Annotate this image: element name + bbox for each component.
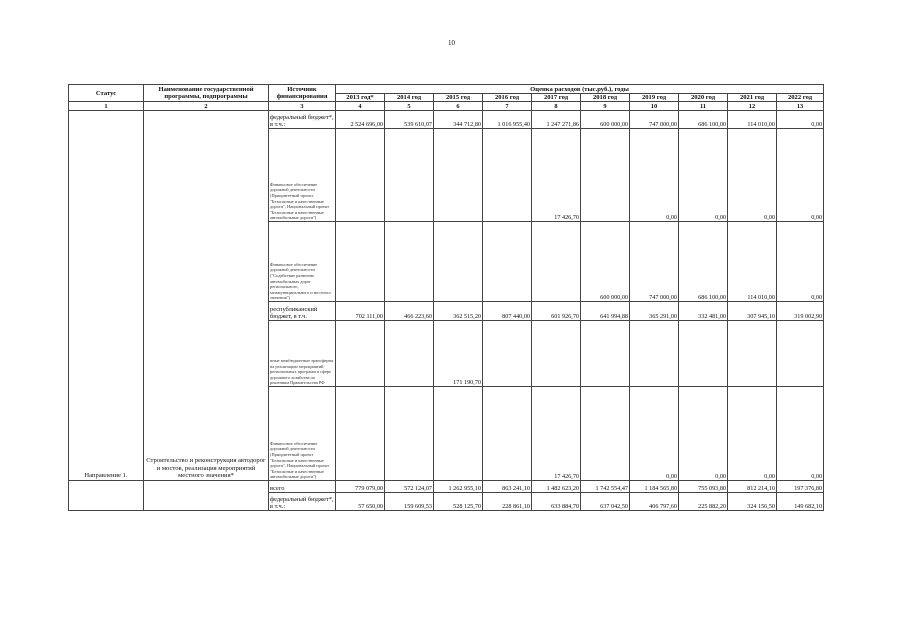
header-year: 2018 год (581, 94, 630, 102)
value-cell (385, 129, 434, 222)
column-numbers-row (69, 102, 824, 111)
page-number: 10 (448, 39, 455, 47)
column-number: 7 (483, 102, 532, 111)
column-number: 5 (385, 102, 434, 111)
header-year: 2020 год (679, 94, 728, 102)
source-cell: Финансовое обеспечение дорожной деятельности (Приоритетный проект "Безопасные и качественные дороги", Национальный проект "Безопасные и качественные автомобильные дороги") (269, 129, 336, 222)
source-cell: федеральный бюджет*, в т.ч.: (269, 111, 336, 129)
column-number: 8 (532, 102, 581, 111)
value-cell (581, 129, 630, 222)
value-cell: 600 000,00 (581, 222, 630, 302)
value-cell (483, 129, 532, 222)
source-cell: Финансовое обеспечение дорожной деятельности (Приоритетный проект "Безопасные и качественные дороги", Национальный проект "Безопасные и качественные автомобильные дороги") (269, 387, 336, 481)
value-cell: 17 426,70 (532, 129, 581, 222)
value-cell: 633 884,70 (532, 493, 581, 511)
value-cell (434, 129, 483, 222)
value-cell (385, 321, 434, 387)
value-cell: 406 797,60 (630, 493, 679, 511)
source-cell: всего (269, 481, 336, 493)
value-cell (581, 387, 630, 481)
column-number: 3 (269, 102, 336, 111)
value-cell (532, 321, 581, 387)
value-cell (434, 222, 483, 302)
value-cell: 324 156,50 (728, 493, 777, 511)
value-cell: 747 000,00 (630, 111, 679, 129)
column-number: 4 (336, 102, 385, 111)
value-cell (336, 222, 385, 302)
value-cell: 0,00 (679, 387, 728, 481)
value-cell: 1 482 623,20 (532, 481, 581, 493)
source-cell: федеральный бюджет*, в т.ч.: (269, 493, 336, 511)
value-cell: 159 609,53 (385, 493, 434, 511)
value-cell: 539 610,07 (385, 111, 434, 129)
table-row (69, 481, 824, 493)
header-year: 2015 год (434, 94, 483, 102)
value-cell: 0,00 (728, 129, 777, 222)
header-year: 2021 год (728, 94, 777, 102)
column-number: 12 (728, 102, 777, 111)
header-year: 2013 год* (336, 94, 385, 102)
value-cell: 197 376,80 (777, 481, 824, 493)
value-cell: 319 002,90 (777, 302, 824, 321)
value-cell: 0,00 (777, 129, 824, 222)
value-cell: 466 223,60 (385, 302, 434, 321)
value-cell (434, 387, 483, 481)
value-cell: 114 010,00 (728, 111, 777, 129)
value-cell: 1 262 955,10 (434, 481, 483, 493)
source-cell: иные межбюджетные трансферты на реализацию мероприятий региональных программ в сфере дорожного хозяйства по решениям Правительства РФ (269, 321, 336, 387)
value-cell: 228 861,10 (483, 493, 532, 511)
value-cell: 637 042,50 (581, 493, 630, 511)
source-cell: Финансовое обеспечение дорожной деятельности ("Содействие развитию автомобильных дорог регионального, межмуниципального и местного значения") (269, 222, 336, 302)
value-cell (679, 321, 728, 387)
value-cell: 641 994,88 (581, 302, 630, 321)
value-cell: 812 214,10 (728, 481, 777, 493)
program-name-cell: Строительство и реконструкция автодорог и мостов, реализация мероприятий местного значения* (144, 111, 269, 481)
column-number: 6 (434, 102, 483, 111)
value-cell (336, 387, 385, 481)
value-cell: 114 010,00 (728, 222, 777, 302)
value-cell: 57 650,00 (336, 493, 385, 511)
header-source: Источник финансирования (269, 85, 336, 102)
header-program-name: Наименование государственной программы, подпрограммы (144, 85, 269, 102)
header-year: 2014 год (385, 94, 434, 102)
value-cell: 779 079,00 (336, 481, 385, 493)
value-cell (336, 321, 385, 387)
value-cell: 0,00 (777, 387, 824, 481)
header-year: 2016 год (483, 94, 532, 102)
program-name-cell (144, 481, 269, 511)
value-cell (385, 387, 434, 481)
value-cell (581, 321, 630, 387)
value-cell: 307 945,10 (728, 302, 777, 321)
column-number: 11 (679, 102, 728, 111)
source-cell: республиканский бюджет, в т.ч. (269, 302, 336, 321)
budget-table (68, 84, 824, 511)
value-cell: 0,00 (630, 387, 679, 481)
value-cell: 0,00 (777, 111, 824, 129)
value-cell: 2 524 696,00 (336, 111, 385, 129)
value-cell: 225 882,20 (679, 493, 728, 511)
value-cell: 686 100,00 (679, 222, 728, 302)
value-cell: 1 247 271,86 (532, 111, 581, 129)
value-cell: 344 712,80 (434, 111, 483, 129)
value-cell: 528 125,70 (434, 493, 483, 511)
value-cell (532, 222, 581, 302)
value-cell: 17 426,70 (532, 387, 581, 481)
value-cell: 149 682,10 (777, 493, 824, 511)
value-cell: 0,00 (679, 129, 728, 222)
value-cell: 686 100,00 (679, 111, 728, 129)
value-cell: 1 184 565,80 (630, 481, 679, 493)
value-cell: 365 291,00 (630, 302, 679, 321)
value-cell: 600 000,00 (581, 111, 630, 129)
header-status: Статус (69, 85, 144, 102)
value-cell: 0,00 (777, 222, 824, 302)
value-cell: 572 124,07 (385, 481, 434, 493)
value-cell (630, 321, 679, 387)
header-year: 2019 год (630, 94, 679, 102)
value-cell: 0,00 (728, 387, 777, 481)
value-cell: 362 515,20 (434, 302, 483, 321)
value-cell (728, 321, 777, 387)
header-year: 2022 год (777, 94, 824, 102)
value-cell: 807 440,00 (483, 302, 532, 321)
value-cell (483, 222, 532, 302)
value-cell: 702 111,00 (336, 302, 385, 321)
value-cell (385, 222, 434, 302)
column-number: 10 (630, 102, 679, 111)
header-year: 2017 год (532, 94, 581, 102)
value-cell: 171 190,70 (434, 321, 483, 387)
value-cell: 601 926,70 (532, 302, 581, 321)
value-cell (483, 387, 532, 481)
value-cell: 332 481,00 (679, 302, 728, 321)
value-cell (336, 129, 385, 222)
value-cell: 755 093,80 (679, 481, 728, 493)
column-number: 1 (69, 102, 144, 111)
value-cell (483, 321, 532, 387)
header-estimate: Оценка расходов (тыс.руб.), годы (336, 85, 824, 94)
table-row (69, 111, 824, 129)
column-number: 2 (144, 102, 269, 111)
value-cell: 1 742 554,47 (581, 481, 630, 493)
value-cell: 863 241,10 (483, 481, 532, 493)
value-cell (777, 321, 824, 387)
value-cell: 1 016 955,40 (483, 111, 532, 129)
column-number: 9 (581, 102, 630, 111)
column-number: 13 (777, 102, 824, 111)
status-cell (69, 481, 144, 511)
value-cell: 747 000,00 (630, 222, 679, 302)
status-cell: Направление 1. (69, 111, 144, 481)
value-cell: 0,00 (630, 129, 679, 222)
